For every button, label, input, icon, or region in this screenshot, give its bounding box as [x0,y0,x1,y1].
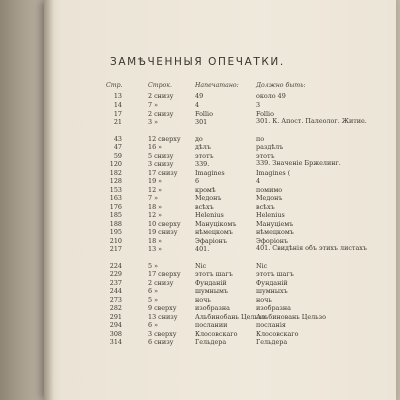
cell-page: 21 [113,118,122,126]
cell-printed: ночь [195,296,211,304]
cell-printed: 339. [195,160,210,168]
cell-printed: Эфаріонъ [195,237,228,245]
cell-printed: кромѣ [195,186,216,194]
table-row [0,338,400,348]
cell-should-be: ночь [256,296,272,304]
table-row [0,118,400,128]
cell-page: 188 [109,220,122,228]
cell-should-be: Nic [256,262,268,270]
cell-should-be: изобразна [256,304,291,312]
cell-line: 7 » [148,101,159,109]
cell-printed: этотъ шагъ [195,270,233,278]
table-row [0,245,400,255]
cell-line: 6 » [148,287,159,295]
cell-printed: 301 [195,118,208,126]
cell-should-be: Helenius [256,211,285,219]
cell-page: 314 [109,338,122,346]
cell-line: 2 снизу [148,279,174,287]
cell-line: 3 сверху [148,330,177,338]
cell-should-be: 339. Значеніе Бржелинг. [256,159,341,167]
cell-should-be: раздѣлъ [256,143,284,151]
cell-should-be: 301. К. Апост. Палеолог. Житие. [256,117,367,125]
cell-printed: Клосовскаго [195,330,238,338]
cell-line: 18 » [148,203,163,211]
cell-line: 5 » [148,296,159,304]
header-should-be: Должно быть: [256,82,306,89]
cell-line: 12 сверху [148,135,181,143]
cell-page: 182 [109,169,122,177]
cell-line: 17 снизу [148,169,178,177]
cell-should-be: по [256,135,265,143]
cell-page: 185 [109,211,122,219]
cell-printed: 49 [195,92,204,100]
cell-should-be: этотъ [256,152,275,160]
cell-printed: изобразна [195,304,230,312]
cell-printed: всѣхъ [195,203,214,211]
cell-page: 195 [109,228,122,236]
cell-printed: Медонъ [195,194,222,202]
cell-printed: Nic [195,262,207,270]
header-printed: Напечатано: [195,82,239,89]
cell-should-be: Фунданій [256,279,288,287]
cell-should-be: этотъ шагъ [256,270,294,278]
cell-page: 210 [109,237,122,245]
cell-line: 12 » [148,211,163,219]
cell-page: 128 [109,177,122,185]
cell-should-be: Гельдера [256,338,288,346]
cell-page: 120 [109,160,122,168]
cell-printed: Мануцікомъ [195,220,237,228]
cell-page: 17 [113,110,122,118]
cell-printed: Альбинобань Цельзо [195,313,266,321]
cell-printed: Фунданій [195,279,227,287]
cell-printed: Гельдера [195,338,227,346]
cell-should-be: Follio [256,110,274,118]
cell-page: 43 [113,135,122,143]
cell-page: 14 [113,101,122,109]
cell-should-be: всѣхъ [256,203,275,211]
cell-should-be: шумныхъ [256,287,288,295]
cell-page: 294 [109,321,122,329]
cell-line: 13 снизу [148,313,178,321]
cell-should-be: Клосовскаго [256,330,299,338]
cell-page: 13 [113,92,122,100]
cell-should-be: посланія [256,321,286,329]
cell-line: 7 » [148,194,159,202]
cell-page: 176 [109,203,122,211]
cell-printed: 401. [195,245,210,253]
cell-should-be: Мануціемъ [256,220,294,228]
cell-line: 10 сверху [148,220,181,228]
cell-should-be: помимо [256,186,283,194]
cell-line: 13 » [148,245,163,253]
cell-line: 3 » [148,118,159,126]
cell-line: 2 снизу [148,92,174,100]
cell-should-be: Эфоріонъ [256,237,289,245]
cell-page: 59 [113,152,122,160]
cell-should-be: 4 [256,177,261,185]
cell-page: 163 [109,194,122,202]
page-title: ЗАМѢЧЕННЫЯ ОПЕЧАТКИ. [110,56,285,68]
cell-page: 308 [109,330,122,338]
cell-page: 244 [109,287,122,295]
cell-line: 5 » [148,262,159,270]
cell-line: 17 сверху [148,270,181,278]
cell-page: 282 [109,304,122,312]
cell-printed: Helenius [195,211,224,219]
cell-should-be: Альбиновань Цельзо [256,313,326,321]
cell-page: 224 [109,262,122,270]
cell-printed: до [195,135,203,143]
cell-line: 6 » [148,321,159,329]
cell-printed: Imagines [195,169,225,177]
cell-line: 12 » [148,186,163,194]
cell-line: 6 снизу [148,338,174,346]
cell-should-be: нѣмецкомъ [256,228,294,236]
cell-printed: дѣлъ [195,143,211,151]
cell-should-be: Медонъ [256,194,283,202]
cell-page: 237 [109,279,122,287]
cell-should-be: Imagines ( [256,169,291,177]
cell-line: 3 снизу [148,160,174,168]
cell-should-be: около 49 [256,92,286,100]
cell-line: 16 » [148,143,163,151]
cell-line: 5 снизу [148,152,174,160]
header-page: Стр. [106,82,123,89]
cell-printed: 6 [195,177,200,185]
cell-page: 47 [113,143,122,151]
cell-printed: этотъ [195,152,214,160]
cell-line: 19 снизу [148,228,178,236]
cell-printed: послании [195,321,228,329]
cell-should-be: 3 [256,101,261,109]
cell-page: 291 [109,313,122,321]
cell-page: 217 [109,245,122,253]
cell-page: 153 [109,186,122,194]
cell-printed: Follio [195,110,213,118]
cell-printed: шумнымъ [195,287,229,295]
cell-line: 19 » [148,177,163,185]
cell-page: 273 [109,296,122,304]
cell-line: 9 сверху [148,304,177,312]
cell-line: 18 » [148,237,163,245]
cell-page: 229 [109,270,122,278]
cell-printed: 4 [195,101,200,109]
cell-should-be: 401. Свидѣнія объ этихъ листахъ [256,244,367,252]
cell-line: 2 снизу [148,110,174,118]
header-line: Строк. [148,82,172,89]
cell-printed: нѣмецкомъ [195,228,233,236]
